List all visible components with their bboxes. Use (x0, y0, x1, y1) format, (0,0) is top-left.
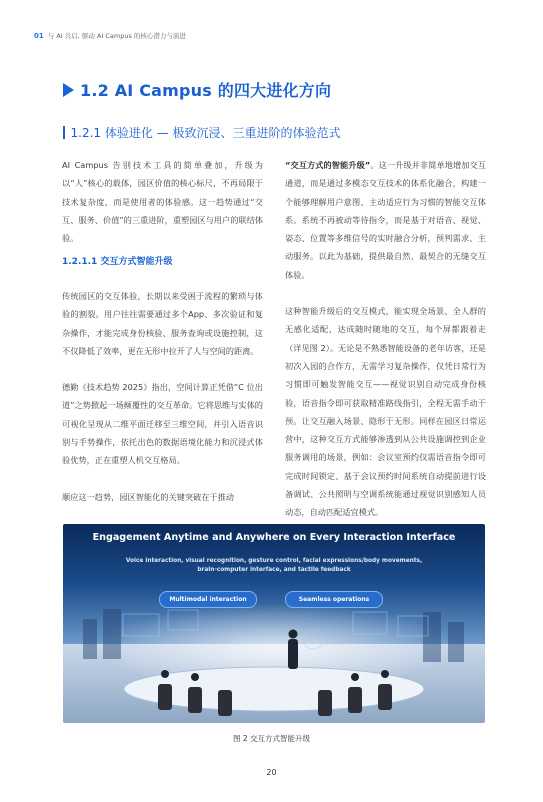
paragraph (285, 156, 486, 284)
paragraph-text: 。这一升级并非简单地增加交互通道，而是通过多模态交互技术的体系化融合，构建一个能够理解用户意图、主动适应行为习惯的智能交互体系。系统不再被动等待指令，而是基于对语音、视觉、姿态、位置等多维信号的实时融合分析，预判需求、主动服务。以此为基础，提供最自然、最契合的无缝交互体验。 (285, 160, 486, 280)
figure-subtitle-line: brain-computer interface, and tactile feedback (197, 566, 351, 573)
office-scene-illustration (63, 524, 485, 723)
running-header (34, 31, 186, 40)
paragraph: 这种智能升级后的交互模式，能实现全场景、全人群的无感化适配，达成随时随地的交互，每个屏都跟着走（详见图 2）。无论是不熟悉智能设备的老年访客，还是初次入园的合作方，无需学习复杂操作，仅凭日常行为习惯即可触发智能交互——视觉识别自动完成身份核验，语音指令即可获取精准路线指引，全程无需手动干预。让交互融入场景、隐形于无形。同样在园区日常运营中，这种交互方式能够渗透到从公共设施调控到企业服务调用的场景，例如：会议室预约仅需语音指令即可完成时间锁定、基于会议预约时间系统自动提前进行设备调试、公共照明与空调系统能通过视觉识别感知人员动态，自动匹配适宜模式。 (285, 306, 486, 518)
subsubsection-title: 1.2.1.1 交互方式智能升级 (62, 257, 173, 267)
left-column-body (62, 287, 263, 506)
figure-title: Engagement Anytime and Anywhere on Every Interaction Interface (92, 532, 456, 543)
intro-paragraph: AI Campus 告别技术工具的简单叠加，升级为以“人”核心的载体，园区价值的核心标尺，不再局限于技术复杂度，而是使用者的体验感。这一趋势通过“交互、服务、价值”的三重进阶，重塑园区与用户的联结体验。 (62, 160, 263, 244)
subsection-title: 1.2.1 体验进化 — 极致沉浸、三重进阶的体验范式 (70, 126, 341, 140)
multimodal-interaction-pill: Multimodal interaction (159, 591, 257, 608)
paragraph: 德勤《技术趋势 2025》指出，空间计算正凭借“C 位出道”之势掀起一场颠覆性的交互革命。它将思维与实体的可视化呈现从二维平面迁移至三维空间，并引入语音识别与手势操作，依托出色的数据语境化能力和沉浸式体验优势，正在重塑人机交互格局。 (62, 382, 263, 466)
emphasis-text: “交互方式的智能升级” (285, 160, 371, 170)
triangle-bullet-icon (63, 83, 74, 97)
section-title: 1.2 AI Campus 的四大进化方向 (80, 81, 332, 100)
chapter-number: 01 (34, 32, 44, 40)
heading-bar (63, 126, 65, 139)
figure-caption: 图 2 交互方式智能升级 (232, 734, 311, 743)
figure-image (63, 524, 485, 723)
chapter-title: 与 AI 共启, 驱动 AI Campus 的核心潜力与演进 (47, 32, 186, 40)
paragraph: 传统园区的交互体验，长期以来受困于流程的繁琐与体验的割裂。用户往往需要通过多个App、多次验证和复杂操作，才能完成身份核验、服务查询或设施控制，这不仅降低了效率，更在无形中拉开了人与空间的距离。 (62, 291, 263, 356)
subsection-heading (63, 124, 340, 141)
section-heading (63, 78, 331, 101)
page-number: 20 (266, 768, 277, 777)
seamless-operations-pill: Seamless operations (285, 591, 383, 608)
figure-subtitle-line: Voice interaction, visual recognition, gesture control, facial expressions/body movements, (125, 558, 423, 564)
figure-subtitle (63, 557, 485, 574)
right-column (285, 156, 486, 522)
left-column-intro (62, 156, 263, 247)
paragraph: 顺应这一趋势，园区智能化的关键突破在于推动 (62, 491, 234, 502)
